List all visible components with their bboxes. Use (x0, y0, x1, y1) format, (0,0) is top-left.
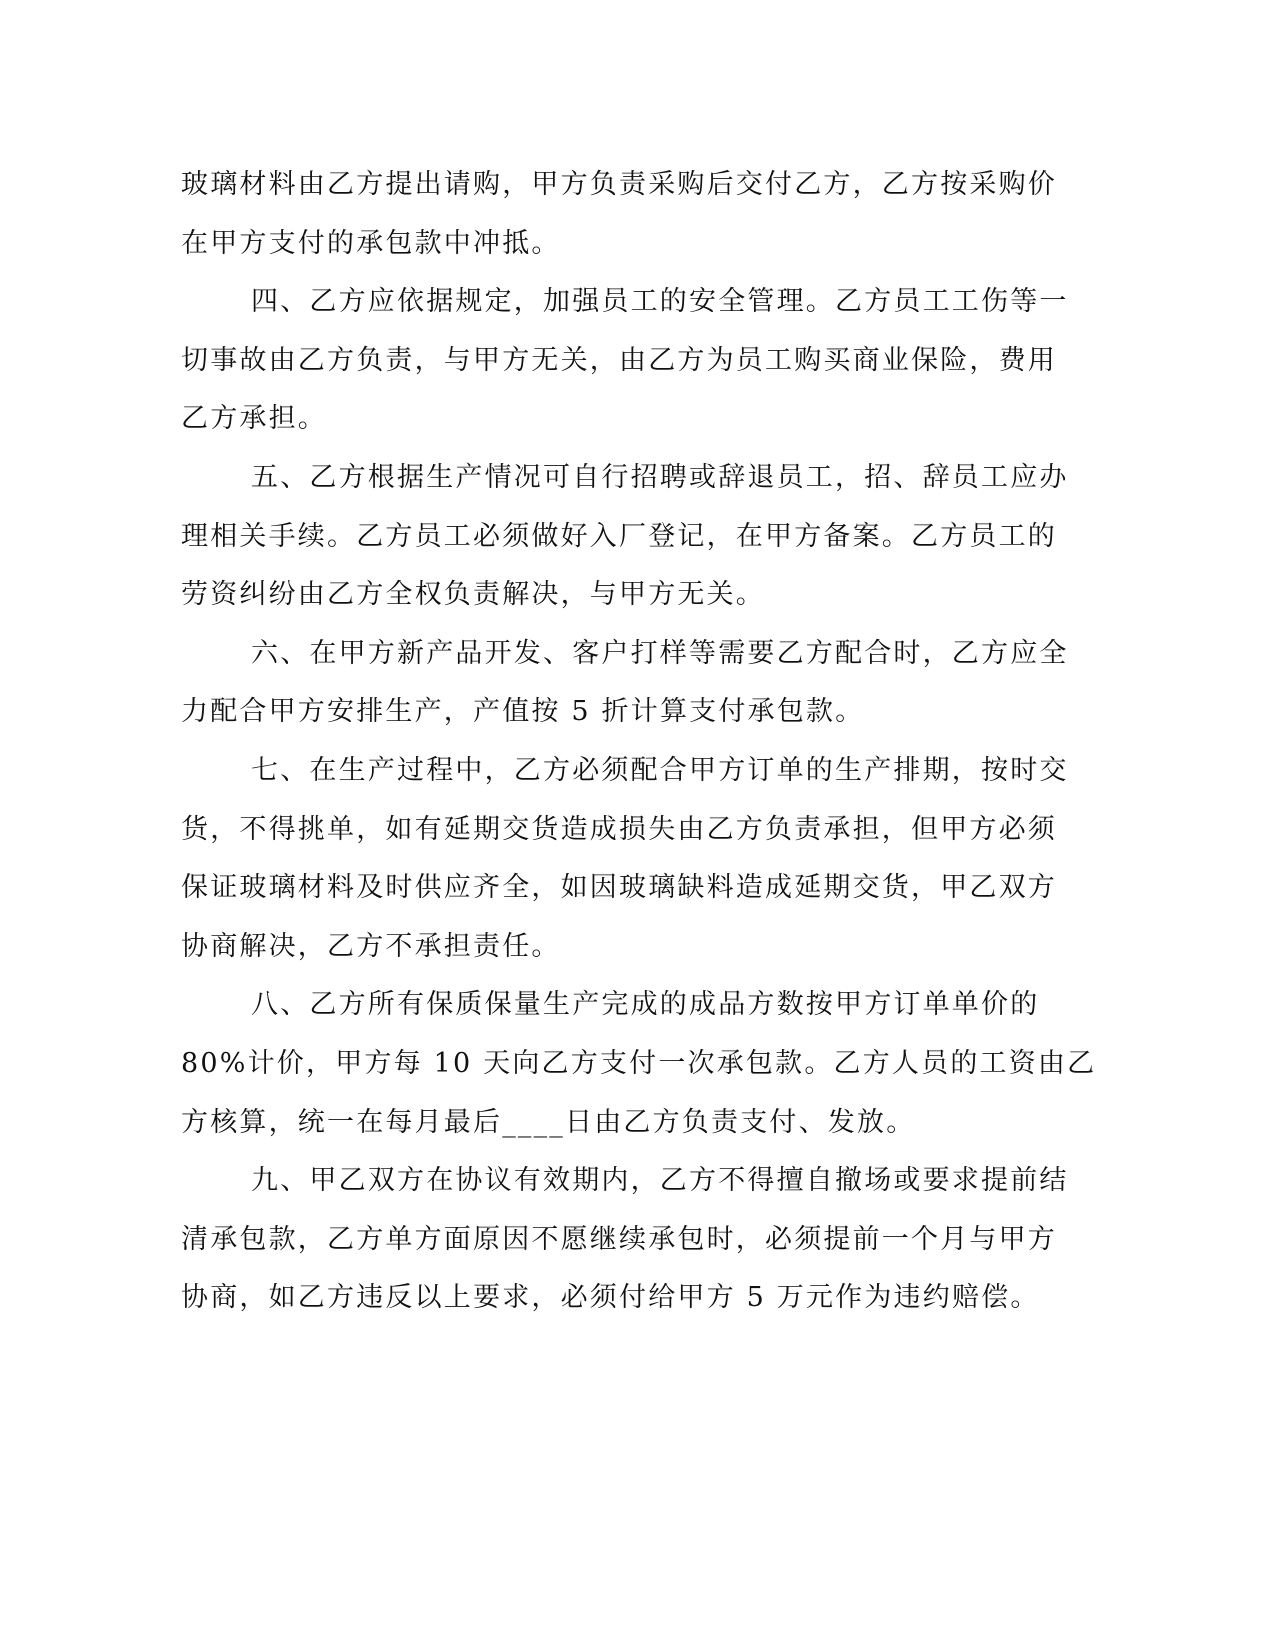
clause-7-start: 七、在生产过程中，乙方必须配合甲方订单的生产排期，按时交 (251, 754, 1069, 786)
text-line: 80%计价，甲方每 10 天向乙方支付一次承包款。乙方人员的工资由乙 (181, 1047, 1097, 1079)
text-line: 方核算，统一在每月最后____日由乙方负责支付、发放。 (181, 1106, 916, 1138)
text-line: 货，不得挑单，如有延期交货造成损失由乙方负责承担，但甲方必须 (181, 813, 1057, 845)
clause-5-start: 五、乙方根据生产情况可自行招聘或辞退员工，招、辞员工应办 (251, 461, 1069, 493)
text-line: 清承包款，乙方单方面原因不愿继续承包时，必须提前一个月与甲方 (181, 1223, 1057, 1255)
text-line: 乙方承担。 (181, 403, 327, 435)
text-line: 切事故由乙方负责，与甲方无关，由乙方为员工购买商业保险，费用 (181, 344, 1057, 376)
text-line: 玻璃材料由乙方提出请购，甲方负责采购后交付乙方，乙方按采购价 (181, 169, 1057, 200)
text-line: 理相关手续。乙方员工必须做好入厂登记，在甲方备案。乙方员工的 (181, 520, 1057, 552)
text-line: 力配合甲方安排生产，产值按 5 折计算支付承包款。 (181, 696, 865, 728)
text-line: 协商，如乙方违反以上要求，必须付给甲方 5 万元作为违约赔偿。 (181, 1282, 1040, 1314)
text-line: 劳资纠纷由乙方全权负责解决，与甲方无关。 (181, 579, 765, 611)
clause-4-start: 四、乙方应依据规定，加强员工的安全管理。乙方员工工伤等一 (251, 286, 1069, 318)
text-line: 保证玻璃材料及时供应齐全，如因玻璃缺料造成延期交货，甲乙双方 (181, 872, 1057, 904)
contract-body-text (181, 156, 1097, 1328)
text-line: 在甲方支付的承包款中冲抵。 (181, 227, 561, 259)
clause-8-start: 八、乙方所有保质保量生产完成的成品方数按甲方订单单价的 (251, 989, 1040, 1021)
clause-9-start: 九、甲乙双方在协议有效期内，乙方不得擅自撤场或要求提前结 (251, 1165, 1069, 1197)
clause-6-start: 六、在甲方新产品开发、客户打样等需要乙方配合时，乙方应全 (251, 637, 1069, 669)
text-line: 协商解决，乙方不承担责任。 (181, 930, 561, 962)
